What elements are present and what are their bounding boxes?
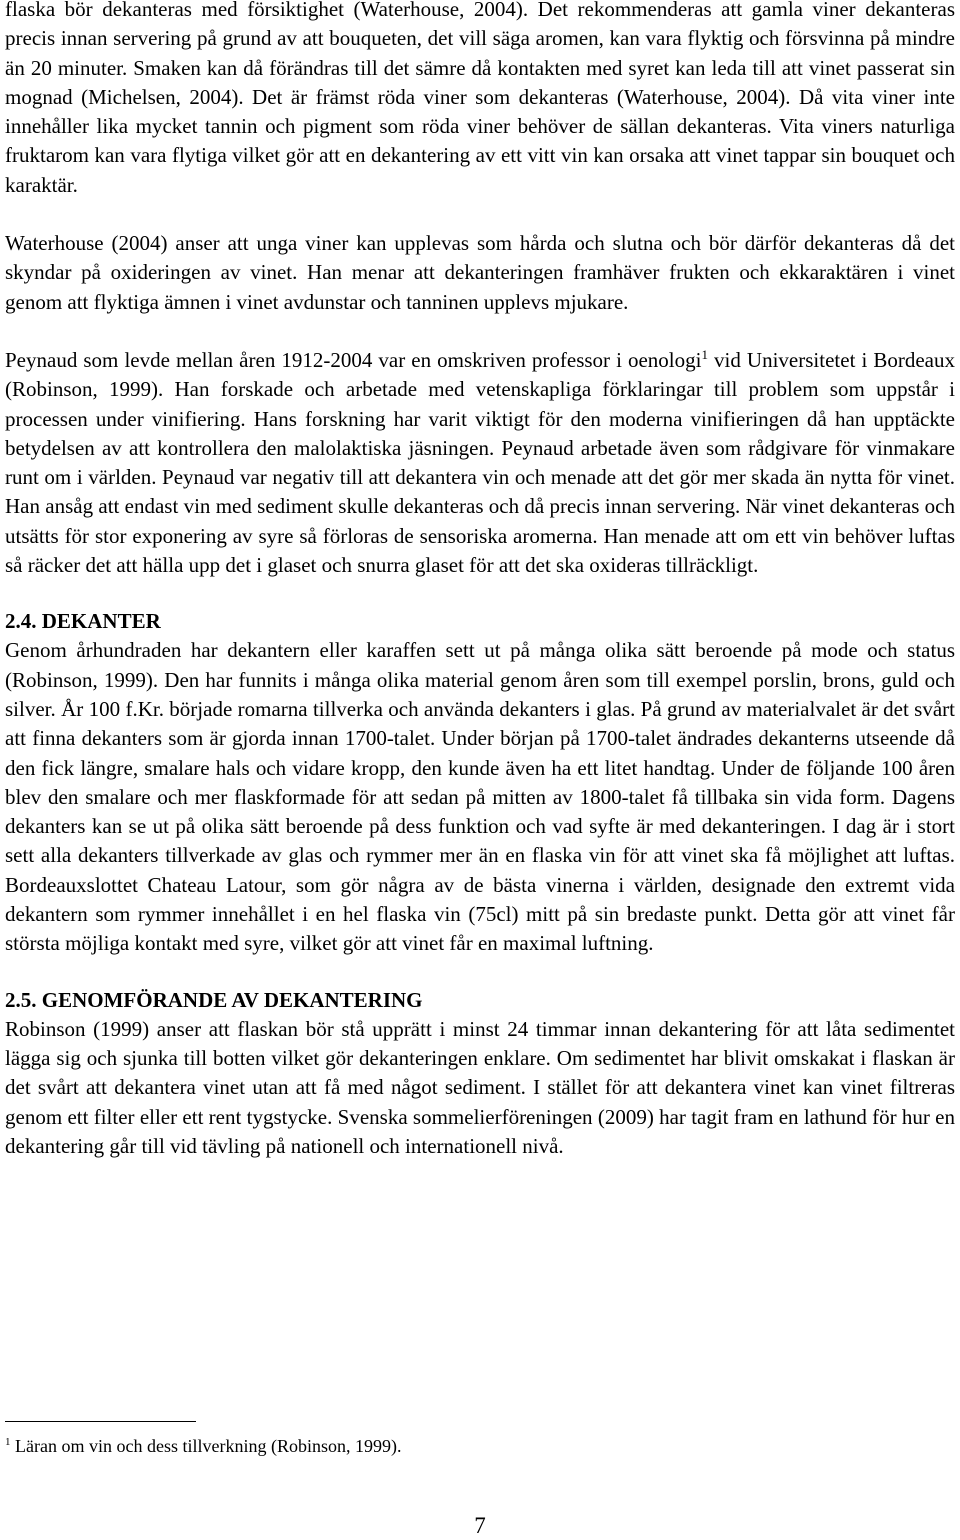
- footnote-separator: [5, 1421, 196, 1422]
- page-number: 7: [474, 1513, 486, 1538]
- paragraph-dekanter: Genom århundraden har dekantern eller karaffen sett ut på många olika sätt beroende på mode och status (Robinson, 1999). Den har funnits i många olika material genom åren som till exempel porslin, brons, guld och silver. År 100 f.Kr. började romarna tillverka och använda dekanters i glas. På grund av materialvalet är det svårt att finna dekanters som är gjorda innan 1700-talet. Under början på 1700-talet ändrades dekanterns utseende då den fick längre, smalare hals och vidare kropp, den kunde även ha ett litet handtag. Under de följande 100 åren blev den smalare och mer flaskformade för att sedan på mitten av 1800-talet få tillbaka sin vida form. Dagens dekanters kan se ut på olika sätt beroende på dess funktion och vad syfte är med dekanteringen. I dag är i stort sett alla dekanters tillverkade av glas och rymmer mer än en flaska vin för att vinet ska få möjlighet att luftas. Bordeauxslottet Chateau Latour, som gör några av de bästa vinerna i världen, designade den extremt vida dekantern som rymmer innehållet i en hel flaska vin (75cl) mitt på sin bredaste punkt. Detta gör att vinet får största möjliga kontakt med syre, vilket gör att vinet får en maximal luftning.: [5, 638, 955, 956]
- document-page: [5, 0, 955, 1161]
- footnote: [5, 1434, 401, 1458]
- paragraph-genomforande: Robinson (1999) anser att flaskan bör stå upprätt i minst 24 timmar innan dekantering för att låta sedimentet lägga sig och sjunka till botten vilket gör dekanteringen enklare. Om sedimentet har blivit omskakat i flaskan är det svårt att dekantera vinet utan att få med något sediment. I stället för att dekantera vinet kan vinet filtreras genom ett filter eller ett rent tygstycke. Svenska sommelierföreningen (2009) har tagit fram en lathund för hur en dekantering går till vid tävling på nationell och internationell nivå.: [5, 1016, 955, 1158]
- section-heading-dekanter: 2.4. DEKANTER: [5, 609, 161, 634]
- paragraph-waterhouse: Waterhouse (2004) anser att unga viner kan upplevas som hårda och slutna och bör därför dekanteras då det skyndar på oxideringen av vinet. Han menar att dekanteringen framhäver frukten och ekkaraktären i vinet genom att flyktiga ämnen i vinet avdunstar och tanninen upplevs mjukare.: [5, 231, 955, 314]
- paragraph-peynaud-start: Peynaud som levde mellan åren 1912-2004 var en omskriven professor i oenologi: [5, 347, 702, 372]
- footnote-marker: 1: [5, 1436, 11, 1448]
- paragraph-decanting-intro: flaska bör dekanteras med försiktighet (Waterhouse, 2004). Det rekommenderas att gamla viner dekanteras precis innan servering på grund av att bouqueten, det vill säga aromen, kan vara flyktig och försvinna på mindre än 20 minuter. Smaken kan då förändras till det sämre då kontakten med syret kan leda till att vinet passerat sin mognad (Michelsen, 2004). Det är främst röda viner som dekanteras (Waterhouse, 2004). Då vita viner inte innehåller lika mycket tannin och pigment som röda viner behöver de sällan dekanteras. Vita viners naturliga fruktarom kan vara flytiga vilket gör att en dekantering av ett vitt vin kan orsaka att vinet tappar sin bouquet och karaktär.: [5, 0, 955, 197]
- paragraph-peynaud: [5, 346, 955, 580]
- footnote-reference: 1: [701, 346, 708, 362]
- section-heading-genomforande: 2.5. GENOMFÖRANDE AV DEKANTERING: [5, 987, 423, 1012]
- paragraph-peynaud-rest: vid Universitetet i Bordeaux (Robinson, 1999). Han forskade och arbetade med vetenskapliga förklaringar till problem som uppstår i processen under vinifiering. Hans forskning har varit viktigt för den moderna vinifieringen då han upptäckte betydelsen av att kontrollera den malolaktiska jäsningen. Peynaud arbetade även som rådgivare för vinmakare runt om i världen. Peynaud var negativ till att dekantera vin och menade att det gör mer skada än nytta för vinet. Han ansåg att endast vin med sediment skulle dekanteras och då precis innan servering. När vinet dekanteras och utsätts för stor exponering av syre så förloras de sensoriska aromerna. Han menade att om ett vin behöver luftas så räcker det att hälla upp det i glaset och snurra glaset för att det ska oxideras tillräckligt.: [5, 347, 955, 578]
- footnote-text: Läran om vin och dess tillverkning (Robinson, 1999).: [10, 1436, 402, 1456]
